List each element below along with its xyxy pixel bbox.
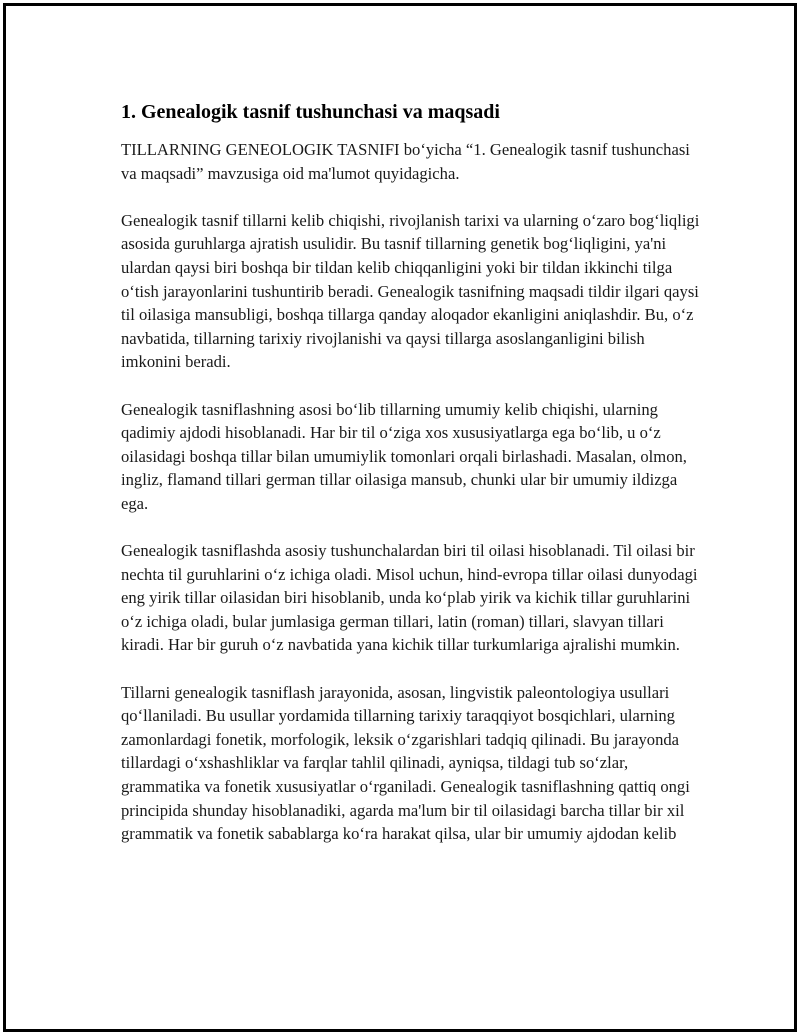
intro-paragraph: TILLARNING GENEOLOGIK TASNIFI bo‘yicha “1. Genealogik tasnif tushunchasi va maqsadi” mavzusiga oid ma'lumot quyidagicha. xyxy=(121,140,690,183)
page-frame xyxy=(3,3,797,1032)
document-body xyxy=(121,98,701,869)
definition-paragraph: Genealogik tasnif tillarni kelib chiqishi, rivojlanish tarixi va ularning o‘zaro bog‘liqligi asosida guruhlarga ajratish usulidir. Bu tasnif tillarning genetik bog‘liqligini, ya'ni ulardan qaysi biri boshqa bir tildan kelib chiqqanligini yoki bir tildan ikkinchi tilga o‘tish jarayonlarini tushuntirib beradi. Genealogik tasnifning maqsadi tildir ilgari qaysi til oilasiga mansubligi, boshqa tillarga qanday aloqador ekanligini aniqlashdir. Bu, o‘z navbatida, tillarning tarixiy rivojlanishi va qaysi tillarga asoslanganligini bilish imkonini beradi. xyxy=(121,210,700,372)
language-family-paragraph: Genealogik tasniflashda asosiy tushunchalardan biri til oilasi hisoblanadi. Til oilasi bir nechta til guruhlarini o‘z ichiga oladi. Misol uchun, hind-evropa tillar oilasi dunyodagi eng yirik tillar oilasidan biri hisoblanib, unda ko‘plab yirik va kichik tillar guruhlarini o‘z ichiga oladi, bular jumlasiga german tillari, latin (roman) tillari, slavyan tillari kiradi. Har bir guruh o‘z navbatida yana kichik tillar turkumlariga ajralishi mumkin. xyxy=(121,541,698,655)
basis-paragraph: Genealogik tasniflashning asosi bo‘lib tillarning umumiy kelib chiqishi, ularning qadimiy ajdodi hisoblanadi. Har bir til o‘ziga xos xususiyatlarga ega bo‘lib, u o‘z oilasidagi boshqa tillar bilan umumiylik tomonlari orqali birlashadi. Masalan, olmon, ingliz, flamand tillari german tillar oilasiga mansub, chunki ular bir umumiy ildizga ega. xyxy=(121,399,687,513)
section-heading: 1. Genealogik tasnif tushunchasi va maqsadi xyxy=(121,101,500,123)
methods-paragraph: Tillarni genealogik tasniflash jarayonida, asosan, lingvistik paleontologiya usullari qo‘llaniladi. Bu usullar yordamida tillarning tarixiy taraqqiyot bosqichlari, ularning zamonlardagi fonetik, morfologik, leksik o‘zgarishlari tadqiq qilinadi. Bu jarayonda tillardagi o‘xshashliklar va farqlar tahlil qilinadi, ayniqsa, tildagi tub so‘zlar, grammatika va fonetik xususiyatlar o‘rganiladi. Genealogik tasniflashning qattiq ongi principida shunday hisoblanadiki, agarda ma'lum bir til oilasidagi barcha tillar bir xil grammatik va fonetik sabablarga ko‘ra harakat qilsa, ular bir umumiy ajdodan kelib xyxy=(121,682,690,844)
